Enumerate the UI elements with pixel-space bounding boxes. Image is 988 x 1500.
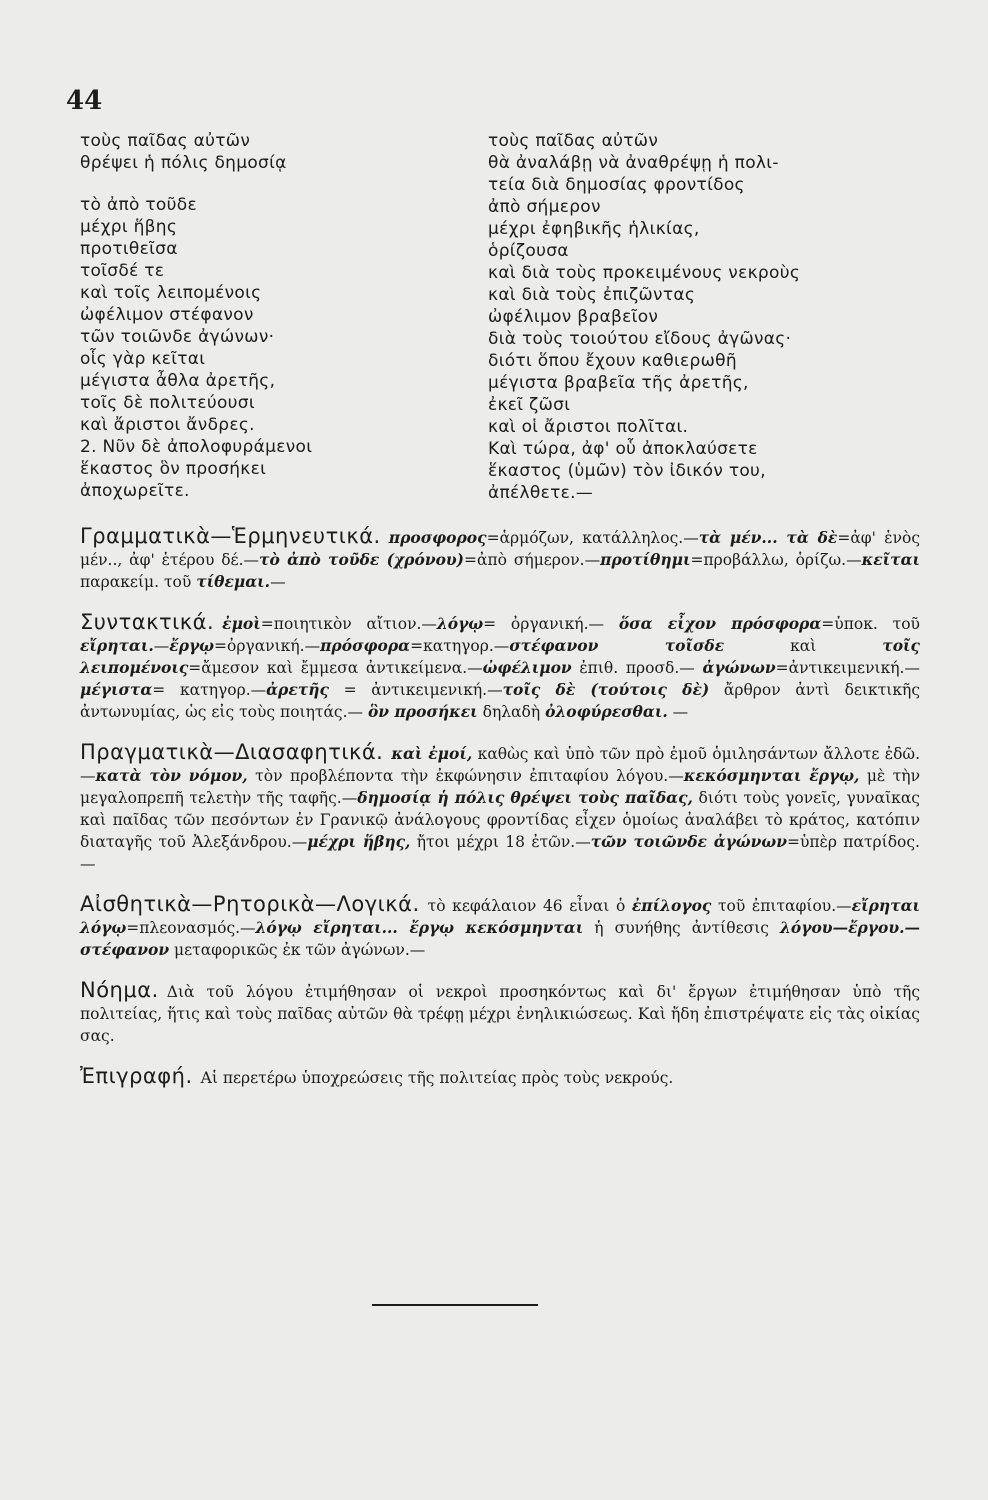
greek-text-line	[80, 174, 460, 194]
note-text: =ὀργανική.—	[214, 637, 321, 655]
translation-line: ὠφέλιμον βραβεῖον	[488, 307, 659, 327]
aisthitika-heading: Αἰσθητικὰ—Ρητορικὰ—Λογικά.	[80, 892, 420, 916]
grammatika-heading: Γραμματικὰ—Ἑρμηνευτικά.	[80, 524, 381, 548]
pragmatika-body	[80, 745, 920, 873]
note-text: =ἁρμόζων, κατάλληλος.—	[486, 529, 699, 547]
note-text: ἤτοι μέχρι 18 ἐτῶν.—	[410, 833, 591, 851]
translation-line: καὶ διὰ τοὺς προκειμένους νεκροὺς	[488, 263, 801, 283]
translation-line: θὰ ἀναλάβῃ νὰ ἀναθρέψῃ ἡ πολι-	[488, 153, 779, 173]
greek-text-line: ὠφέλιμον στέφανον	[80, 305, 254, 325]
greek-text-line: οἷς γὰρ κεῖται	[80, 349, 206, 369]
note-term: ἀγώνων	[702, 658, 776, 677]
note-text: καὶ	[724, 637, 883, 655]
note-text: = ἀντικειμενική.—	[328, 681, 503, 699]
note-term: ἐμοὶ	[222, 614, 261, 633]
note-text: τὸ κεφάλαιον 46 εἶναι ὁ	[427, 897, 632, 915]
note-term: ὀλοφύρεσθαι.	[545, 702, 668, 721]
translation-line: ἀπέλθετε.—	[488, 483, 594, 503]
note-text: =προβάλλω, ὁρίζω.—	[690, 551, 862, 569]
note-text: παρακείμ. τοῦ	[80, 573, 197, 591]
note-term: ἐπίλογος	[631, 896, 712, 915]
note-term: μέχρι ἥβης,	[307, 832, 411, 851]
note-text: Αἱ περετέρω ὑποχρεώσεις τῆς πολιτείας πρὸς τοὺς νεκρούς.	[200, 1069, 674, 1087]
translation-line: τοὺς παῖδας αὐτῶν	[488, 131, 659, 151]
note-term: λόγου—ἔργου.—	[780, 918, 921, 937]
greek-text-line: τοὺς παῖδας αὐτῶν	[80, 131, 251, 151]
translation-line: ὁρίζουσα	[488, 241, 569, 261]
noima-section	[80, 979, 920, 1047]
note-term: λόγῳ	[436, 614, 484, 633]
pragmatika-heading: Πραγματικὰ—Διασαφητικά.	[80, 740, 384, 764]
translation-line: Καὶ τώρα, ἀφ' οὗ ἀποκλαύσετε	[488, 439, 758, 459]
greek-text-line: τοῖσδέ τε	[80, 261, 165, 281]
note-text: ἄρθρον ἀντὶ δεικτικῆς ἀντωνυμίας, ὡς εἰς τοὺς ποιητάς.—	[80, 681, 920, 721]
note-text: = ὀργανική.—	[483, 615, 619, 633]
greek-text-line: θρέψει ἡ πόλις δημοσίᾳ	[80, 153, 287, 173]
epigrafi-section	[80, 1065, 920, 1089]
epigrafi-heading: Ἐπιγραφή.	[80, 1064, 193, 1088]
translation-line: τεία διὰ δημοσίας φροντίδος	[488, 175, 745, 195]
epigrafi-body	[201, 1069, 674, 1087]
note-text: =κατηγορ.—	[410, 637, 510, 655]
note-term: κεκόσμηνται ἔργῳ,	[683, 766, 860, 785]
note-term: ἔργῳ	[169, 636, 214, 655]
syntaktika-section	[80, 611, 920, 723]
note-term: μέγιστα	[80, 680, 153, 699]
translation-line: μέχρι ἐφηβικῆς ἡλικίας,	[488, 219, 700, 239]
note-term: προσφορος	[388, 528, 487, 547]
note-text: =πλεονασμός.—	[126, 919, 256, 937]
note-text: μὲ τὴν μεγαλοπρεπῆ τελετὴν τῆς ταφῆς.—	[80, 767, 920, 807]
translation-line: διότι ὅπου ἔχουν καθιερωθῆ	[488, 351, 737, 371]
note-text: =ὑποκ. τοῦ	[821, 615, 920, 633]
note-term: τίθεμαι.	[196, 572, 271, 591]
translation-line: καὶ οἱ ἄριστοι πολῖται.	[488, 417, 689, 437]
end-rule	[372, 1304, 538, 1306]
greek-text-line: 2. Νῦν δὲ ἀπολοφυράμενοι	[80, 437, 313, 457]
note-text: =ἄμεσον καὶ ἔμμεσα ἀντικείμενα.—	[188, 659, 483, 677]
noima-body	[80, 983, 920, 1045]
note-term: κατὰ τὸν νόμον,	[95, 766, 248, 785]
greek-text-line: μέχρι ἥβης	[80, 217, 178, 237]
note-text: τὸν προβλέποντα τὴν ἐκφώνησιν ἐπιταφίου λόγου.—	[247, 767, 684, 785]
note-text: =ποιητικὸν αἴτιον.—	[260, 615, 437, 633]
greek-text-line: καὶ ἄριστοι ἄνδρες.	[80, 415, 255, 435]
greek-text-line: τὸ ἀπὸ τοῦδε	[80, 195, 197, 215]
pragmatika-section	[80, 741, 920, 875]
note-text: διότι τοὺς γονεῖς, γυναῖκας καὶ παῖδας τῶν πεσόντων ἐν Γρανικῷ ἀνάλογους φροντίδας εἶχεν ὁμοίως ἀναλάβει τὸ κράτος, κατόπιν διαταγῆς τοῦ Ἀλεξάνδρου.—	[80, 789, 920, 851]
note-term: ὅσα εἶχον πρόσφορα	[618, 614, 822, 633]
translation-column	[488, 130, 908, 504]
note-text: δηλαδὴ	[477, 703, 546, 721]
note-term: ὠφέλιμον	[482, 658, 572, 677]
note-term: στέφανον	[80, 940, 170, 959]
translation-line: μέγιστα βραβεῖα τῆς ἀρετῆς,	[488, 373, 749, 393]
page-number: 44	[66, 86, 103, 116]
note-text: =ὑπὲρ πατρίδος.—	[80, 833, 920, 873]
note-term: καὶ ἐμοί,	[391, 744, 473, 763]
syntaktika-heading: Συντακτικά.	[80, 610, 215, 634]
note-text: =ἀφ' ἑνὸς μέν.., ἀφ' ἑτέρου δέ.—	[80, 529, 921, 569]
note-term: εἴρηται λόγῳ	[80, 896, 920, 937]
note-text: τοῦ ἐπιταφίου.—	[711, 897, 852, 915]
note-term: εἴρηται.	[80, 636, 154, 655]
note-term: πρόσφορα	[320, 636, 411, 655]
note-term: δημοσίᾳ ἡ πόλις θρέψει τοὺς παῖδας,	[357, 788, 693, 807]
translation-line: καὶ διὰ τοὺς ἐπιζῶντας	[488, 285, 696, 305]
note-text: —	[153, 637, 170, 655]
greek-text-line: ἀποχωρεῖτε.	[80, 481, 190, 501]
greek-text-line: ἕκαστος ὃν προσήκει	[80, 459, 267, 479]
translation-line: ἕκαστος (ὑμῶν) τὸν ἰδικόν του,	[488, 461, 766, 481]
note-term: λόγῳ εἴρηται... ἔργῳ κεκόσμηνται	[255, 918, 584, 937]
note-term: τὰ μέν... τὰ δὲ	[698, 528, 838, 547]
note-text: ἐπιθ. προσδ.—	[571, 659, 703, 677]
grammatika-section	[80, 525, 920, 593]
note-text: =ἀντικειμενική.—	[775, 659, 920, 677]
greek-text-line: τῶν τοιῶνδε ἀγώνων·	[80, 327, 275, 347]
greek-text-column	[80, 130, 460, 502]
greek-text-line: προτιθεῖσα	[80, 239, 178, 259]
note-term: προτίθημι	[600, 550, 691, 569]
note-term: στέφανον τοῖσδε	[509, 636, 725, 655]
aisthitika-section	[80, 893, 920, 961]
translation-line: ἐκεῖ ζῶσι	[488, 395, 571, 415]
note-term: τῶν τοιῶνδε ἀγώνων	[590, 832, 787, 851]
note-text: καθὼς καὶ ὑπὸ τῶν πρὸ ἐμοῦ ὁμιλησάντων ἄλλοτε ἐδῶ.—	[80, 745, 921, 785]
noima-heading: Νόημα.	[80, 978, 159, 1002]
translation-line: διὰ τοὺς τοιούτου εἴδους ἀγῶνας·	[488, 329, 792, 349]
note-term: κεῖται	[861, 550, 920, 569]
note-text: μεταφορικῶς ἐκ τῶν ἀγώνων.—	[169, 941, 426, 959]
note-term: τοῖς δὲ (τούτοις δὲ)	[502, 680, 710, 699]
note-term: τοῖς λειπομένοις	[80, 636, 920, 677]
note-text: =ἀπὸ σήμερον.—	[464, 551, 601, 569]
greek-text-line: καὶ τοῖς λειπομένοις	[80, 283, 262, 303]
note-text: = κατηγορ.—	[152, 681, 267, 699]
note-term: τὸ ἀπὸ τοῦδε (χρόνου)	[259, 550, 465, 569]
note-term: ὃν προσήκει	[367, 702, 478, 721]
note-term: ἀρετῆς	[266, 680, 329, 699]
note-text: ἡ συνήθης ἀντίθεσις	[583, 919, 781, 937]
translation-line: ἀπὸ σήμερον	[488, 197, 601, 217]
note-text: —	[270, 573, 286, 591]
note-text: —	[667, 703, 689, 721]
greek-text-line: μέγιστα ἆθλα ἀρετῆς,	[80, 371, 276, 391]
note-text: Διὰ τοῦ λόγου ἐτιμήθησαν οἱ νεκροὶ προσηκόντως καὶ δι' ἔργων ἐτιμήθησαν ὑπὸ τῆς πολιτείας, ἥτις καὶ τοὺς παῖδας αὐτῶν θὰ τρέφῃ μέχρι ἐνηλικιώσεως. Καὶ ἤδη ἐπιστρέψατε εἰς τὰς οἰκίας σας.	[80, 983, 920, 1045]
greek-text-line: τοῖς δὲ πολιτεύουσι	[80, 393, 255, 413]
notes-section	[80, 525, 920, 1107]
